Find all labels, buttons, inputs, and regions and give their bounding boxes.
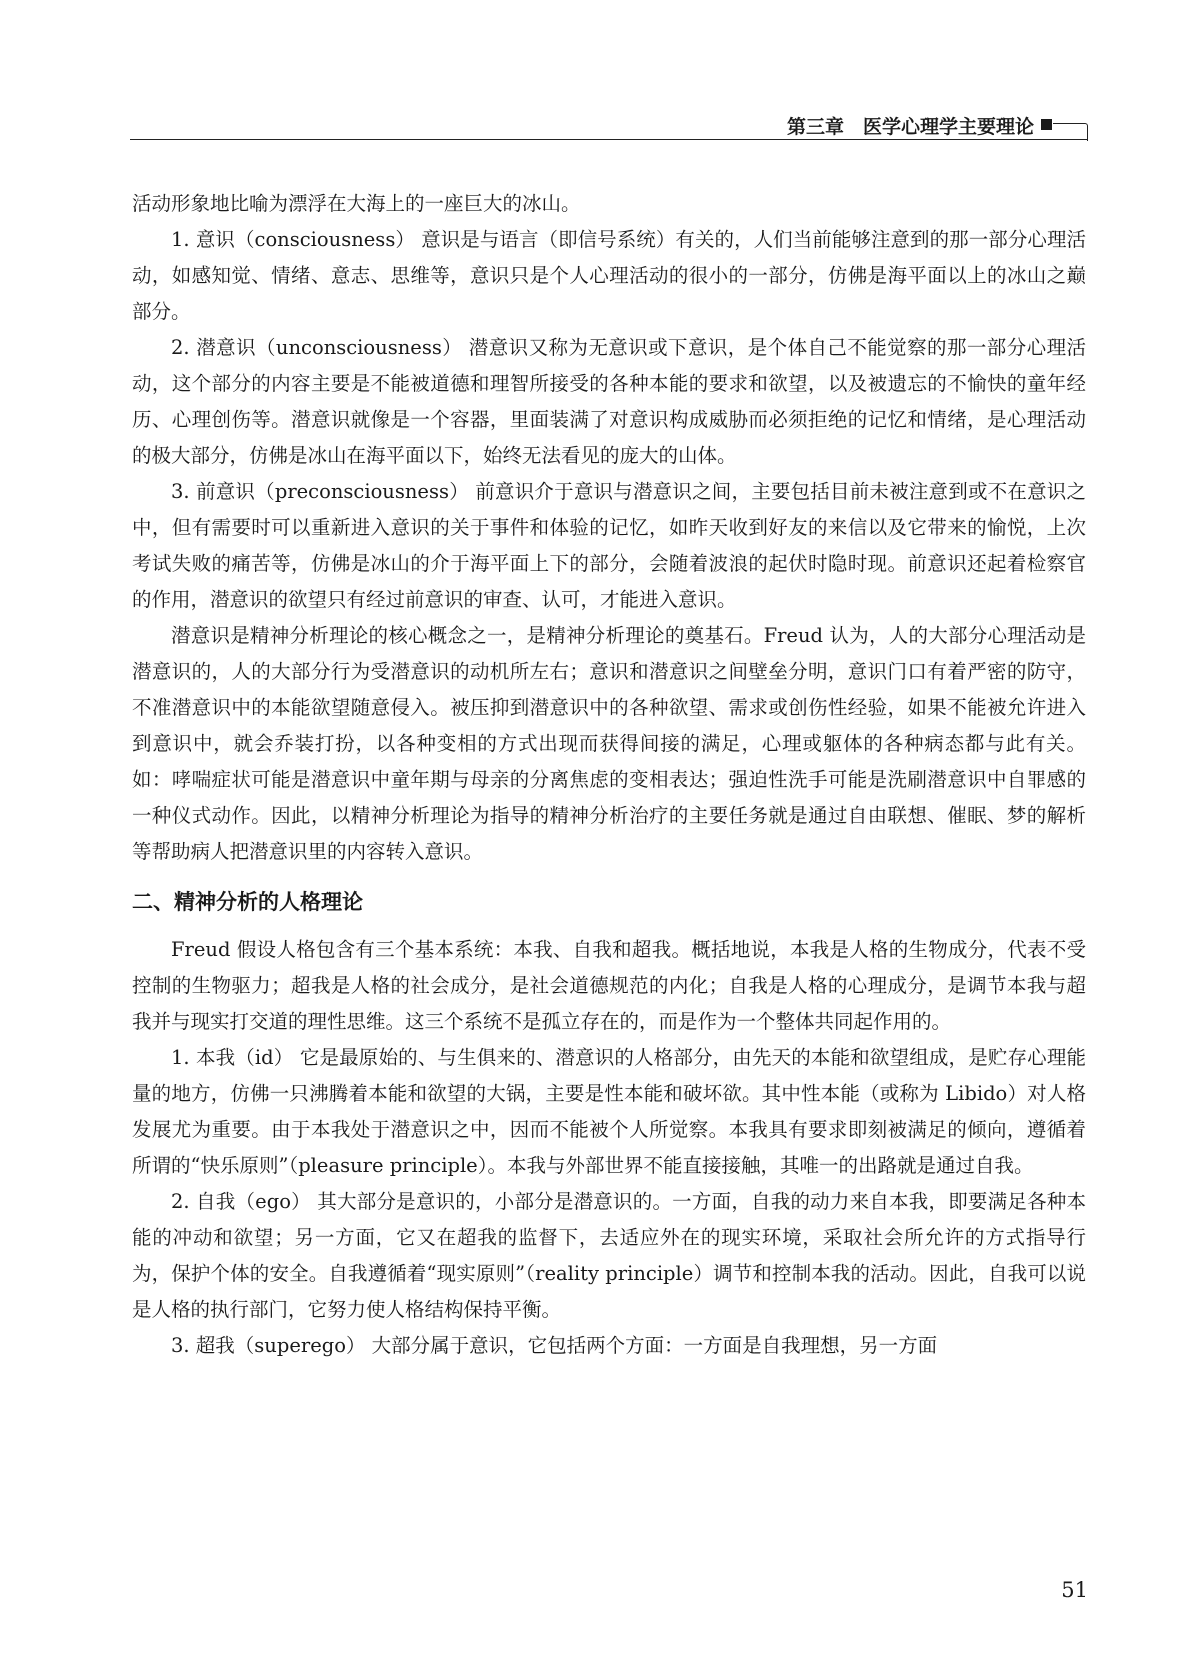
paragraph-preconsciousness: 3. 前意识（preconsciousness） 前意识介于意识与潜意识之间，主要包括目前未被注意到或不在意识之中，但有需要时可以重新进入意识的关于事件和体验的记忆，如昨天收到好友的来信以及它带来的愉悦，上次考试失败的痛苦等，仿佛是冰山的介于海平面上下的部分，会随着波浪的起伏时隐时现。前意识还起着检察官的作用，潜意识的欲望只有经过前意识的审查、认可，才能进入意识。 <box>132 480 1086 611</box>
header-rule <box>130 139 1088 141</box>
paragraph-unconscious-core: 潜意识是精神分析理论的核心概念之一，是精神分析理论的奠基石。Freud 认为，人的大部分心理活动是潜意识的，人的大部分行为受潜意识的动机所左右；意识和潜意识之间壁垒分明，意识门口有着严密的防守，不准潜意识中的本能欲望随意侵入。被压抑到潜意识中的各种欲望、需求或创伤性经验，如果不能被允许进入到意识中，就会乔装打扮，以各种变相的方式出现而获得间接的满足，心理或躯体的各种病态都与此有关。如：哮喘症状可能是潜意识中童年期与母亲的分离焦虑的变相表达；强迫性洗手可能是洗刷潜意识中自罪感的一种仪式动作。因此，以精神分析理论为指导的精神分析治疗的主要任务就是通过自由联想、催眠、梦的解析等帮助病人把潜意识里的内容转入意识。 <box>132 624 1086 863</box>
paragraph-unconsciousness: 2. 潜意识（unconsciousness） 潜意识又称为无意识或下意识，是个体自己不能觉察的那一部分心理活动，这个部分的内容主要是不能被道德和理智所接受的各种本能的要求和欲望，以及被遗忘的不愉快的童年经历、心理创伤等。潜意识就像是一个容器，里面装满了对意识构成威胁而必须拒绝的记忆和情绪，是心理活动的极大部分，仿佛是冰山在海平面以下，始终无法看见的庞大的山体。 <box>132 336 1086 467</box>
section-heading: 二、精神分析的人格理论 <box>132 890 363 914</box>
running-header <box>130 106 1088 140</box>
page-number: 51 <box>1061 1578 1088 1602</box>
chapter-title: 第三章 医学心理学主要理论 <box>786 116 1034 138</box>
paragraph-superego: 3. 超我（superego） 大部分属于意识，它包括两个方面：一方面是自我理想，另一方面 <box>171 1334 938 1357</box>
paragraph-consciousness: 1. 意识（consciousness） 意识是与语言（即信号系统）有关的，人们当前能够注意到的那一部分心理活动，如感知觉、情绪、意志、思维等，意识只是个人心理活动的很小的一部分，仿佛是海平面以上的冰山之巅部分。 <box>132 228 1086 323</box>
main-text <box>132 186 1086 1364</box>
paragraph-id: 1. 本我（id） 它是最原始的、与生俱来的、潜意识的人格部分，由先天的本能和欲望组成，是贮存心理能量的地方，仿佛一只沸腾着本能和欲望的大锅，主要是性本能和破坏欲。其中性本能（或称为 Libido）对人格发展尤为重要。由于本我处于潜意识之中，因而不能被个人所觉察。本我具有要求即刻被满足的倾向，遵循着所谓的“快乐原则”（pleasure principle）。本我与外部世界不能直接接触，其唯一的出路就是通过自我。 <box>132 1046 1086 1177</box>
paragraph-ego: 2. 自我（ego） 其大部分是意识的，小部分是潜意识的。一方面，自我的动力来自本我，即要满足各种本能的冲动和欲望；另一方面，它又在超我的监督下，去适应外在的现实环境，采取社会所允许的方式指导行为，保护个体的安全。自我遵循着“现实原则”（reality principle）调节和控制本我的活动。因此，自我可以说是人格的执行部门，它努力使人格结构保持平衡。 <box>132 1190 1086 1321</box>
paragraph-personality-systems: Freud 假设人格包含有三个基本系统：本我、自我和超我。概括地说，本我是人格的生物成分，代表不受控制的生物驱力；超我是人格的社会成分，是社会道德规范的内化；自我是人格的心理成分，是调节本我与超我并与现实打交道的理性思维。这三个系统不是孤立存在的，而是作为一个整体共同起作用的。 <box>132 938 1086 1033</box>
square-marker-icon <box>1041 119 1052 130</box>
header-tab-corner <box>1053 123 1088 141</box>
paragraph-continuation: 活动形象地比喻为漂浮在大海上的一座巨大的冰山。 <box>132 192 581 215</box>
